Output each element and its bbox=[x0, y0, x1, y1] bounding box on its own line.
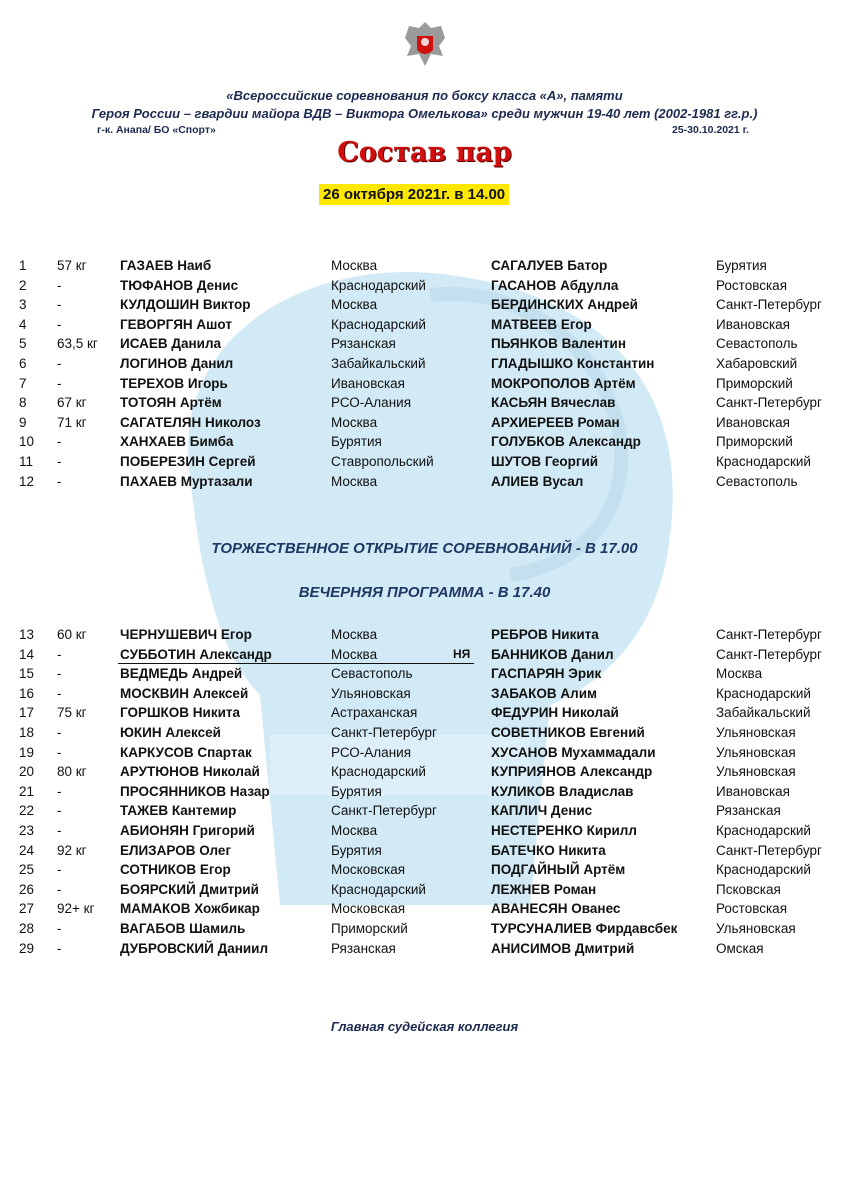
weight-class: - bbox=[57, 297, 62, 313]
boxer-blue-name: МОКРОПОЛОВ Артём bbox=[491, 375, 636, 391]
judges-signature: Главная судейская коллегия bbox=[330, 1019, 519, 1034]
boxer-red-name: ТЮФАНОВ Денис bbox=[120, 277, 239, 293]
weight-class: - bbox=[57, 434, 62, 450]
pair-row bbox=[0, 295, 849, 315]
evening-program-heading: ВЕЧЕРНЯЯ ПРОГРАММА - В 17.40 bbox=[298, 584, 551, 601]
weight-class: - bbox=[57, 822, 62, 838]
pair-row bbox=[0, 452, 849, 472]
pair-number: 23 bbox=[19, 822, 35, 838]
pair-row bbox=[0, 723, 849, 743]
boxer-red-name: ТОТОЯН Артём bbox=[120, 395, 222, 411]
pair-row bbox=[0, 334, 849, 354]
boxer-red-name: ВЕДМЕДЬ Андрей bbox=[120, 666, 243, 682]
boxer-blue-name: АНИСИМОВ Дмитрий bbox=[491, 940, 635, 956]
weight-class: 57 кг bbox=[57, 258, 87, 273]
boxer-red-name: БОЯРСКИЙ Дмитрий bbox=[120, 881, 259, 897]
weight-class: 60 кг bbox=[57, 627, 87, 642]
boxer-blue-name: АВАНЕСЯН Ованес bbox=[491, 901, 621, 917]
pair-number: 19 bbox=[19, 744, 35, 760]
boxer-red-name: ГЕВОРГЯН Ашот bbox=[120, 316, 232, 332]
pair-number: 28 bbox=[19, 920, 35, 936]
weight-class: 71 кг bbox=[57, 414, 87, 430]
boxer-blue-region: Ульяновская bbox=[716, 764, 796, 780]
boxer-red-region: Ульяновская bbox=[331, 685, 411, 701]
boxer-blue-region: Санкт-Петербург bbox=[716, 646, 822, 662]
competition-title-line1: «Всероссийские соревнования по боксу класса «А», памяти bbox=[226, 88, 623, 103]
ministry-emblem-icon bbox=[399, 18, 451, 70]
boxer-blue-region: Ульяновская bbox=[716, 920, 796, 936]
boxer-blue-name: ФЕДУРИН Николай bbox=[491, 705, 619, 721]
boxer-red-region: Санкт-Петербург bbox=[331, 724, 437, 740]
pair-number: 2 bbox=[19, 277, 27, 293]
boxer-red-name: АБИОНЯН Григорий bbox=[120, 822, 255, 838]
weight-class: 92+ кг bbox=[57, 901, 95, 917]
boxer-blue-name: КУПРИЯНОВ Александр bbox=[491, 764, 653, 780]
boxer-red-name: ДУБРОВСКИЙ Даниил bbox=[120, 940, 269, 956]
opening-ceremony-heading: ТОРЖЕСТВЕННОЕ ОТКРЫТИЕ СОРЕВНОВАНИЙ - В 17.00 bbox=[211, 540, 638, 557]
boxer-red-region: Москва bbox=[331, 414, 378, 430]
boxer-red-region: РСО-Алания bbox=[331, 744, 411, 760]
boxer-blue-name: ЗАБАКОВ Алим bbox=[491, 685, 597, 701]
pair-row bbox=[0, 315, 849, 335]
pair-row bbox=[0, 801, 849, 821]
pairs-table-evening bbox=[0, 625, 849, 958]
boxer-red-name: КАРКУСОВ Спартак bbox=[120, 744, 252, 760]
pair-number: 7 bbox=[19, 375, 27, 391]
boxer-blue-name: СОВЕТНИКОВ Евгений bbox=[491, 724, 645, 740]
boxer-blue-region: Севастополь bbox=[716, 473, 798, 489]
boxer-red-name: ГОРШКОВ Никита bbox=[120, 705, 241, 721]
boxer-red-name: ПАХАЕВ Муртазали bbox=[120, 473, 253, 489]
weight-class: - bbox=[57, 862, 62, 878]
boxer-red-name: АРУТЮНОВ Николай bbox=[120, 764, 260, 780]
boxer-red-name: ИСАЕВ Данила bbox=[120, 336, 222, 352]
pair-number: 9 bbox=[19, 414, 27, 430]
boxer-red-region: Бурятия bbox=[331, 842, 382, 858]
boxer-red-name: СОТНИКОВ Егор bbox=[120, 862, 231, 878]
result-note: НЯ bbox=[453, 646, 471, 661]
boxer-red-region: Краснодарский bbox=[331, 277, 426, 293]
boxer-blue-region: Ивановская bbox=[716, 414, 790, 430]
weight-class: 75 кг bbox=[57, 705, 87, 721]
boxer-red-region: Астраханская bbox=[331, 705, 418, 721]
pair-row bbox=[0, 880, 849, 900]
pair-row bbox=[0, 413, 849, 433]
competition-title-line2: Героя России – гвардии майора ВДВ – Виктора Омелькова» среди мужчин 19-40 лет (2002-1981 гг.р.) bbox=[91, 106, 758, 121]
pair-number: 20 bbox=[19, 764, 35, 780]
weight-class: - bbox=[57, 920, 62, 936]
boxer-blue-name: КАСЬЯН Вячеслав bbox=[491, 395, 616, 411]
boxer-blue-region: Санкт-Петербург bbox=[716, 842, 822, 858]
boxer-red-name: ПОБЕРЕЗИН Сергей bbox=[120, 453, 256, 469]
pair-number: 5 bbox=[19, 336, 27, 352]
pair-row bbox=[0, 645, 849, 665]
boxer-blue-name: ГАСПАРЯН Эрик bbox=[491, 666, 602, 682]
pair-row bbox=[0, 703, 849, 723]
boxer-blue-name: БАННИКОВ Данил bbox=[491, 646, 614, 662]
boxer-red-region: Рязанская bbox=[331, 940, 396, 956]
boxer-blue-region: Краснодарский bbox=[716, 685, 811, 701]
pair-number: 16 bbox=[19, 685, 35, 701]
boxer-blue-region: Санкт-Петербург bbox=[716, 297, 822, 313]
pair-row bbox=[0, 472, 849, 492]
weight-class: 67 кг bbox=[57, 395, 87, 411]
weight-class: 63,5 кг bbox=[57, 336, 98, 352]
boxer-blue-name: АЛИЕВ Вусал bbox=[491, 473, 584, 489]
weight-class: 92 кг bbox=[57, 842, 87, 858]
pair-number: 26 bbox=[19, 881, 35, 897]
pair-row bbox=[0, 762, 849, 782]
weight-class: - bbox=[57, 783, 62, 799]
boxer-red-region: Московская bbox=[331, 862, 406, 878]
weight-class: - bbox=[57, 685, 62, 701]
session-date: 26 октября 2021г. в 14.00 bbox=[319, 184, 509, 205]
weight-class: - bbox=[57, 277, 62, 293]
pair-row bbox=[0, 782, 849, 802]
boxer-red-region: Бурятия bbox=[331, 783, 382, 799]
boxer-red-region: Москва bbox=[331, 297, 378, 313]
weight-class: - bbox=[57, 744, 62, 760]
weight-class: - bbox=[57, 646, 62, 662]
boxer-blue-region: Краснодарский bbox=[716, 822, 811, 838]
boxer-red-name: ВАГАБОВ Шамиль bbox=[120, 920, 246, 936]
boxer-blue-name: ПЬЯНКОВ Валентин bbox=[491, 336, 626, 352]
weight-class: - bbox=[57, 473, 62, 489]
pair-row bbox=[0, 860, 849, 880]
boxer-blue-name: ГОЛУБКОВ Александр bbox=[491, 434, 641, 450]
pair-row bbox=[0, 743, 849, 763]
boxer-red-region: Рязанская bbox=[331, 336, 396, 352]
boxer-blue-name: КАПЛИЧ Денис bbox=[491, 803, 593, 819]
boxer-blue-name: ЛЕЖНЕВ Роман bbox=[491, 881, 597, 897]
boxer-blue-name: ШУТОВ Георгий bbox=[491, 453, 599, 469]
boxer-red-region: Краснодарский bbox=[331, 764, 426, 780]
pair-row bbox=[0, 919, 849, 939]
boxer-blue-name: БАТЕЧКО Никита bbox=[491, 842, 606, 858]
pair-row bbox=[0, 393, 849, 413]
boxer-red-name: СУББОТИН Александр bbox=[120, 646, 272, 662]
boxer-blue-name: ХУСАНОВ Мухаммадали bbox=[491, 744, 656, 760]
boxer-red-name: ГАЗАЕВ Наиб bbox=[120, 258, 212, 273]
boxer-blue-name: ПОДГАЙНЫЙ Артём bbox=[491, 862, 626, 878]
boxer-red-region: Ставропольский bbox=[331, 453, 434, 469]
boxer-blue-name: БЕРДИНСКИХ Андрей bbox=[491, 297, 638, 313]
boxer-red-region: Краснодарский bbox=[331, 316, 426, 332]
boxer-blue-name: ГАСАНОВ Абдулла bbox=[491, 277, 619, 293]
boxer-red-name: ЮКИН Алексей bbox=[120, 724, 221, 740]
pair-number: 22 bbox=[19, 803, 35, 819]
boxer-red-region: Москва bbox=[331, 473, 378, 489]
pair-number: 1 bbox=[19, 258, 27, 273]
pair-row bbox=[0, 432, 849, 452]
boxer-blue-region: Ростовская bbox=[716, 277, 788, 293]
pair-number: 25 bbox=[19, 862, 35, 878]
weight-class: - bbox=[57, 666, 62, 682]
pair-number: 21 bbox=[19, 783, 35, 799]
venue-location: г-к. Анапа/ БО «Спорт» bbox=[97, 124, 216, 136]
weight-class: - bbox=[57, 316, 62, 332]
boxer-blue-region: Ивановская bbox=[716, 783, 790, 799]
weight-class: - bbox=[57, 724, 62, 740]
pair-row bbox=[0, 256, 849, 276]
boxer-blue-region: Севастополь bbox=[716, 336, 798, 352]
boxer-red-region: Москва bbox=[331, 822, 378, 838]
pair-number: 18 bbox=[19, 724, 35, 740]
pair-row bbox=[0, 899, 849, 919]
weight-class: - bbox=[57, 355, 62, 371]
boxer-red-region: Санкт-Петербург bbox=[331, 803, 437, 819]
boxer-red-name: ТАЖЕВ Кантемир bbox=[120, 803, 237, 819]
pair-number: 29 bbox=[19, 940, 35, 956]
pair-number: 12 bbox=[19, 473, 35, 489]
boxer-red-region: Бурятия bbox=[331, 434, 382, 450]
pair-row bbox=[0, 354, 849, 374]
pair-row bbox=[0, 841, 849, 861]
weight-class: - bbox=[57, 375, 62, 391]
boxer-blue-name: КУЛИКОВ Владислав bbox=[491, 783, 634, 799]
boxer-blue-name: АРХИЕРЕЕВ Роман bbox=[491, 414, 620, 430]
boxer-red-region: Москва bbox=[331, 258, 378, 273]
boxer-red-name: ЧЕРНУШЕВИЧ Егор bbox=[120, 627, 252, 642]
boxer-red-region: Москва bbox=[331, 627, 378, 642]
boxer-red-region: РСО-Алания bbox=[331, 395, 411, 411]
boxer-red-name: ХАНХАЕВ Бимба bbox=[120, 434, 234, 450]
pair-row bbox=[0, 625, 849, 645]
boxer-blue-region: Приморский bbox=[716, 375, 793, 391]
pair-number: 8 bbox=[19, 395, 27, 411]
boxer-blue-region: Рязанская bbox=[716, 803, 781, 819]
boxer-blue-name: САГАЛУЕВ Батор bbox=[491, 258, 608, 273]
pair-row bbox=[0, 684, 849, 704]
pair-row bbox=[0, 939, 849, 959]
pair-number: 24 bbox=[19, 842, 35, 858]
boxer-red-name: ТЕРЕХОВ Игорь bbox=[120, 375, 228, 391]
pair-number: 17 bbox=[19, 705, 35, 721]
boxer-blue-region: Краснодарский bbox=[716, 862, 811, 878]
pair-number: 11 bbox=[19, 453, 34, 469]
pair-number: 6 bbox=[19, 355, 27, 371]
boxer-red-region: Ивановская bbox=[331, 375, 405, 391]
boxer-blue-region: Краснодарский bbox=[716, 453, 811, 469]
weight-class: - bbox=[57, 803, 62, 819]
boxer-blue-region: Приморский bbox=[716, 434, 793, 450]
boxer-red-name: КУЛДОШИН Виктор bbox=[120, 297, 251, 313]
boxer-blue-name: ГЛАДЫШКО Константин bbox=[491, 355, 655, 371]
page-title: Состав пар bbox=[337, 137, 512, 168]
boxer-blue-region: Хабаровский bbox=[716, 355, 798, 371]
boxer-blue-region: Москва bbox=[716, 666, 763, 682]
boxer-red-name: ПРОСЯННИКОВ Назар bbox=[120, 783, 270, 799]
pair-row bbox=[0, 821, 849, 841]
pair-number: 15 bbox=[19, 666, 35, 682]
pair-number: 3 bbox=[19, 297, 27, 313]
pair-number: 14 bbox=[19, 646, 35, 662]
weight-class: - bbox=[57, 881, 62, 897]
boxer-blue-region: Псковская bbox=[716, 881, 781, 897]
pair-number: 10 bbox=[19, 434, 35, 450]
boxer-red-region: Севастополь bbox=[331, 666, 413, 682]
boxer-blue-region: Забайкальский bbox=[716, 705, 811, 721]
boxer-red-region: Краснодарский bbox=[331, 881, 426, 897]
weight-class: - bbox=[57, 453, 62, 469]
boxer-red-region: Москва bbox=[331, 646, 378, 662]
boxer-red-region: Забайкальский bbox=[331, 355, 426, 371]
pair-row bbox=[0, 374, 849, 394]
boxer-blue-name: ТУРСУНАЛИЕВ Фирдавсбек bbox=[491, 920, 678, 936]
boxer-red-name: САГАТЕЛЯН Николоз bbox=[120, 414, 261, 430]
pairs-table-afternoon bbox=[0, 256, 849, 491]
boxer-red-name: ЛОГИНОВ Данил bbox=[120, 355, 234, 371]
boxer-blue-region: Омская bbox=[716, 940, 764, 956]
boxer-blue-region: Ивановская bbox=[716, 316, 790, 332]
boxer-blue-region: Ульяновская bbox=[716, 744, 796, 760]
pair-number: 4 bbox=[19, 316, 27, 332]
boxer-blue-name: НЕСТЕРЕНКО Кирилл bbox=[491, 822, 637, 838]
pair-number: 13 bbox=[19, 627, 35, 642]
boxer-red-region: Московская bbox=[331, 901, 406, 917]
weight-class: 80 кг bbox=[57, 764, 87, 780]
boxer-blue-region: Ростовская bbox=[716, 901, 788, 917]
boxer-red-name: МАМАКОВ Хожбикар bbox=[120, 901, 260, 917]
boxer-blue-region: Бурятия bbox=[716, 258, 767, 273]
pair-number: 27 bbox=[19, 901, 35, 917]
boxer-red-name: ЕЛИЗАРОВ Олег bbox=[120, 842, 232, 858]
boxer-blue-name: МАТВЕЕВ Егор bbox=[491, 316, 592, 332]
pair-row bbox=[0, 664, 849, 684]
boxer-blue-region: Санкт-Петербург bbox=[716, 627, 822, 642]
pair-row bbox=[0, 276, 849, 296]
weight-class: - bbox=[57, 940, 62, 956]
boxer-blue-name: РЕБРОВ Никита bbox=[491, 627, 599, 642]
boxer-red-name: МОСКВИН Алексей bbox=[120, 685, 249, 701]
boxer-blue-region: Санкт-Петербург bbox=[716, 395, 822, 411]
boxer-blue-region: Ульяновская bbox=[716, 724, 796, 740]
boxer-red-region: Приморский bbox=[331, 920, 408, 936]
venue-dates: 25-30.10.2021 г. bbox=[672, 124, 749, 136]
